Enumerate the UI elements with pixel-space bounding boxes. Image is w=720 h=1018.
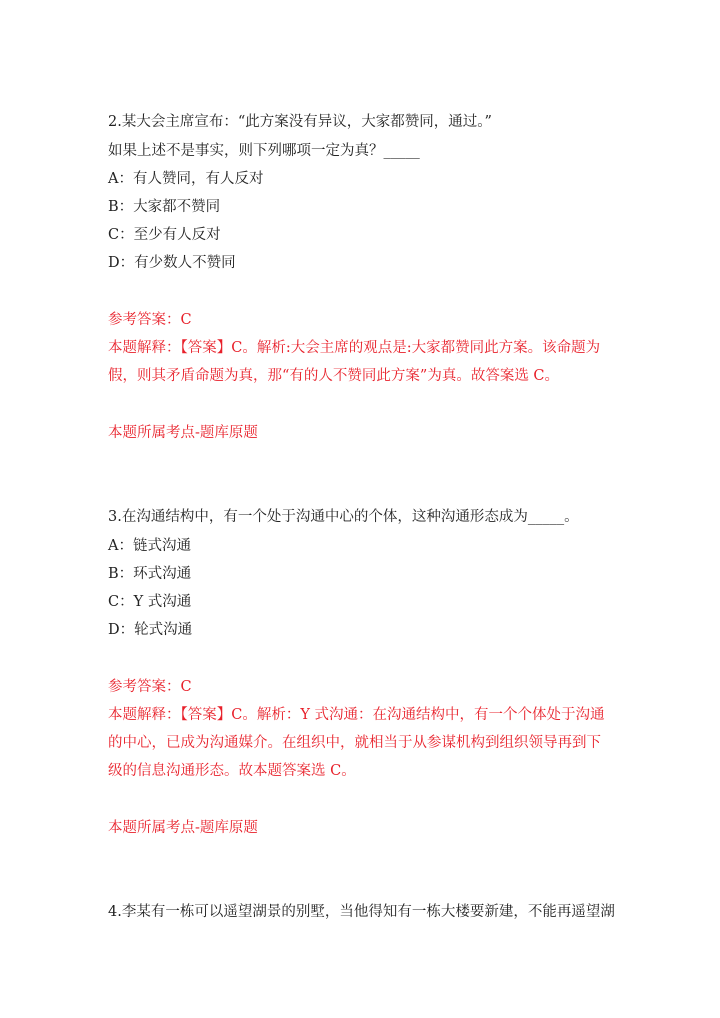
q2-topic-tag: 本题所属考点-题库原题 xyxy=(108,425,258,441)
q3-explanation-line-3: 级的信息沟通形态。故本题答案选 C。 xyxy=(108,763,356,779)
q3-answer: 参考答案：C xyxy=(108,679,192,695)
q4-stem-line-1: 4.李某有一栋可以遥望湖景的别墅，当他得知有一栋大楼要新建，不能再遥望湖 xyxy=(108,904,615,920)
q3-explanation-line-1: 本题解释：【答案】C。解析：Y 式沟通：在沟通结构中，有一个个体处于沟通 xyxy=(108,707,605,723)
q3-option-c: C：Y 式沟通 xyxy=(108,594,192,610)
q2-option-d: D：有少数人不赞同 xyxy=(108,255,236,271)
q3-option-a: A：链式沟通 xyxy=(108,538,191,554)
q2-option-a: A：有人赞同，有人反对 xyxy=(108,171,264,187)
q3-option-d: D：轮式沟通 xyxy=(108,622,193,638)
q3-topic-tag: 本题所属考点-题库原题 xyxy=(108,820,258,836)
q2-stem-line-1: 2.某大会主席宣布：“此方案没有异议，大家都赞同，通过。” xyxy=(108,114,492,130)
q2-option-c: C：至少有人反对 xyxy=(108,227,221,243)
q2-stem-line-2: 如果上述不是事实，则下列哪项一定为真？_____ xyxy=(108,143,420,159)
q2-option-b: B：大家都不赞同 xyxy=(108,199,221,215)
q3-option-b: B：环式沟通 xyxy=(108,566,192,582)
q3-explanation-line-2: 的中心，已成为沟通媒介。在组织中，就相当于从参谋机构到组织领导再到下 xyxy=(108,735,601,751)
q3-stem-line-1: 3.在沟通结构中，有一个处于沟通中心的个体，这种沟通形态成为_____。 xyxy=(108,509,579,525)
q2-explanation-line-2: 假，则其矛盾命题为真，那“有的人不赞同此方案”为真。故答案选 C。 xyxy=(108,368,560,384)
q2-answer: 参考答案：C xyxy=(108,312,192,328)
q2-explanation-line-1: 本题解释：【答案】C。解析:大会主席的观点是:大家都赞同此方案。该命题为 xyxy=(108,340,601,356)
